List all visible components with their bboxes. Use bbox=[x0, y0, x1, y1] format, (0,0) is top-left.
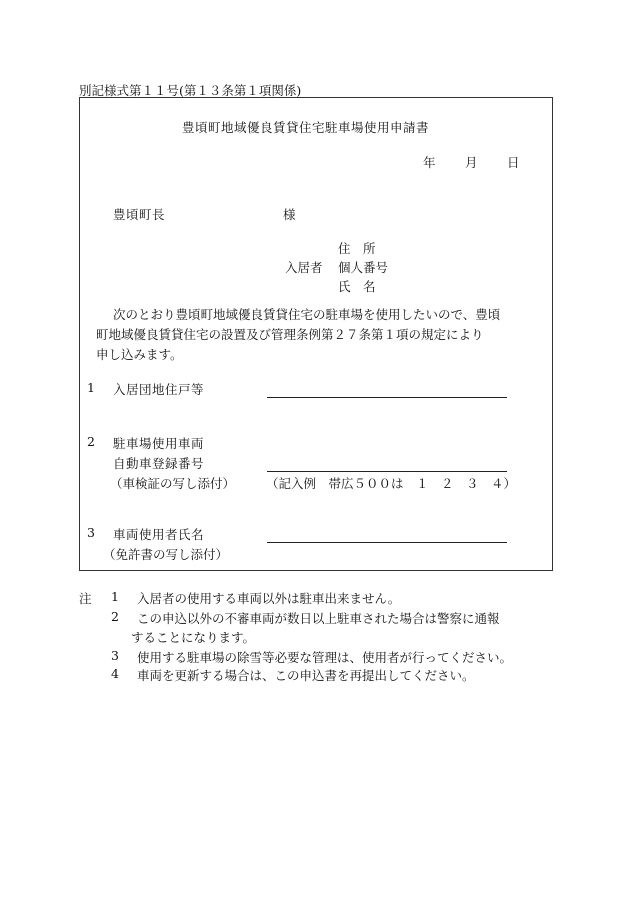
item-2-sub-label: 自動車登録番号 bbox=[113, 456, 205, 471]
item-3-label: 車両使用者氏名 bbox=[113, 527, 205, 542]
item-1-number: 1 bbox=[87, 380, 95, 395]
body-line-1: 次のとおり豊頃町地域優良賃貸住宅の駐車場を使用したいので、豊頃 bbox=[113, 307, 501, 322]
item-2-number: 2 bbox=[87, 434, 95, 449]
form-title: 豊頃町地域優良賃貸住宅駐車場使用申請書 bbox=[182, 120, 430, 135]
form-number: 別記様式第１１号(第１３条第１項関係) bbox=[79, 83, 302, 98]
applicant-address-label: 住 所 bbox=[338, 241, 376, 256]
item-2-note: （車検証の写し添付） bbox=[110, 476, 236, 491]
note-1-number: 1 bbox=[111, 589, 119, 604]
note-2-text-line-2: することになります。 bbox=[131, 630, 256, 645]
addressee-name: 豊頃町長 bbox=[113, 207, 166, 222]
applicant-name-label: 氏 名 bbox=[338, 279, 376, 294]
date-year-label: 年 bbox=[423, 155, 436, 170]
item-3-entry-line bbox=[267, 542, 507, 543]
addressee-honorific: 様 bbox=[283, 207, 296, 222]
note-2-number: 2 bbox=[111, 609, 119, 624]
date-day-label: 日 bbox=[507, 155, 520, 170]
item-3-note: （免許書の写し添付） bbox=[103, 547, 229, 562]
applicant-role-label: 入居者 bbox=[285, 260, 323, 275]
note-3-number: 3 bbox=[111, 648, 119, 663]
body-line-2: 町地域優良賃貸住宅の設置及び管理条例第２７条第１項の規定により bbox=[96, 327, 484, 342]
note-2-text-line-1: この申込以外の不審車両が数日以上駐車された場合は警察に通報 bbox=[137, 611, 500, 626]
note-1-text: 入居者の使用する車両以外は駐車出来ません。 bbox=[137, 591, 401, 606]
item-2-example: （記入例 帯広５００は １ ２ ３ ４） bbox=[266, 476, 517, 491]
item-1-entry-line bbox=[267, 397, 507, 398]
item-3-number: 3 bbox=[87, 525, 95, 540]
notes-label: 注 bbox=[79, 591, 92, 606]
note-4-number: 4 bbox=[111, 666, 119, 681]
body-line-3: 申し込みます。 bbox=[96, 347, 183, 362]
note-3-text: 使用する駐車場の除雪等必要な管理は、使用者が行ってください。 bbox=[137, 650, 513, 665]
item-2-entry-line bbox=[267, 471, 507, 472]
item-1-label: 入居団地住戸等 bbox=[113, 382, 205, 397]
note-4-text: 車両を更新する場合は、この申込書を再提出してください。 bbox=[137, 668, 475, 683]
applicant-id-number-label: 個人番号 bbox=[338, 260, 389, 275]
item-2-label: 駐車場使用車両 bbox=[113, 436, 205, 451]
date-month-label: 月 bbox=[465, 155, 478, 170]
